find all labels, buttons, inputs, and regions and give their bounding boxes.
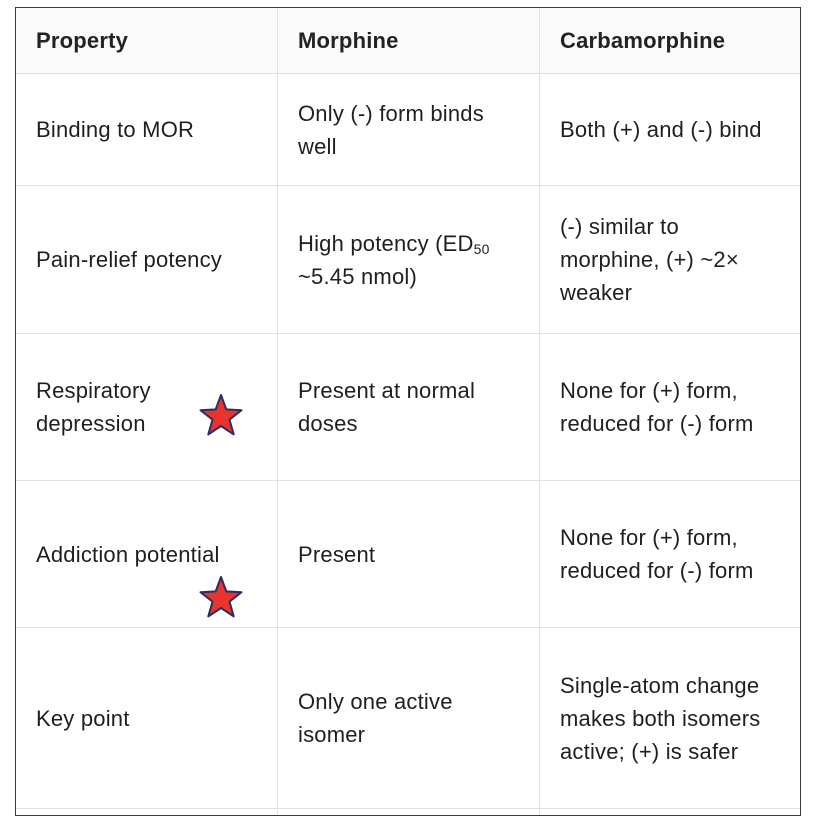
property-label: Addiction potential [36, 541, 220, 567]
property-cell [16, 334, 278, 481]
table-row [16, 481, 802, 628]
star-icon [199, 393, 243, 437]
empty-cell [278, 809, 540, 817]
morphine-cell: Present at normal doses [278, 334, 540, 481]
carbamorphine-cell: None for (+) form, reduced for (-) form [540, 334, 802, 481]
morphine-cell [278, 186, 540, 334]
header-property: Property [16, 8, 278, 74]
morphine-cell: Only one active isomer [278, 628, 540, 809]
property-cell: Key point [16, 628, 278, 809]
morphine-cell: Present [278, 481, 540, 628]
table-row-empty [16, 809, 802, 817]
comparison-table-frame [15, 7, 801, 816]
morphine-text: High potency (ED [298, 230, 474, 256]
property-cell [16, 481, 278, 628]
table-header-row [16, 8, 802, 74]
empty-cell [540, 809, 802, 817]
star-icon [199, 575, 243, 619]
property-cell: Pain-relief potency [16, 186, 278, 334]
ed-subscript: 50 [473, 240, 490, 257]
carbamorphine-cell: Both (+) and (-) bind [540, 74, 802, 186]
table-row [16, 334, 802, 481]
comparison-table [15, 7, 801, 816]
empty-cell [16, 809, 278, 817]
carbamorphine-cell: None for (+) form, reduced for (-) form [540, 481, 802, 628]
table-row [16, 628, 802, 809]
carbamorphine-cell: Single-atom change makes both isomers active; (+) is safer [540, 628, 802, 809]
property-cell: Binding to MOR [16, 74, 278, 186]
header-morphine: Morphine [278, 8, 540, 74]
morphine-cell: Only (-) form binds well [278, 74, 540, 186]
morphine-text-rest: ~5.45 nmol) [298, 263, 417, 289]
property-label: Respiratory depression [36, 378, 151, 436]
table-row [16, 186, 802, 334]
carbamorphine-cell: (-) similar to morphine, (+) ~2× weaker [540, 186, 802, 334]
header-carbamorphine: Carbamorphine [540, 8, 802, 74]
table-row [16, 74, 802, 186]
